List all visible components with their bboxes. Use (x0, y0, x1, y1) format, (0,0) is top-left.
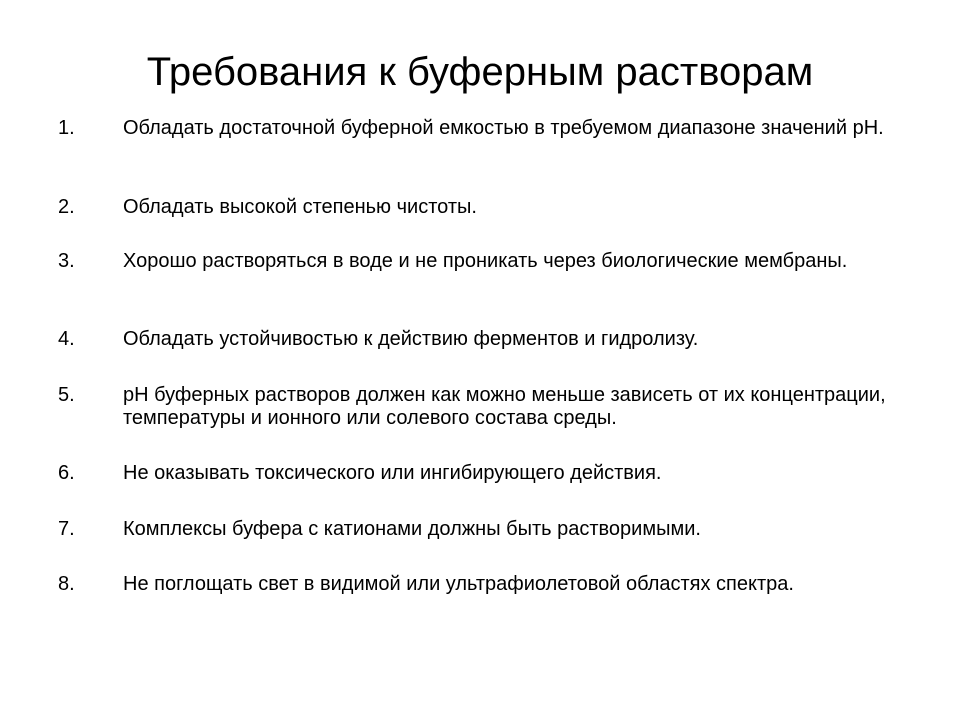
item-text: Обладать высокой степенью чистоты. (123, 196, 477, 218)
item-text: Не поглощать свет в видимой или ультрафиолетовой областях спектра. (123, 573, 794, 595)
item-number: 6. (58, 462, 75, 484)
item-number: 5. (58, 384, 75, 406)
item-text: Комплексы буфера с катионами должны быть растворимыми. (123, 518, 701, 540)
item-number: 3. (58, 250, 75, 272)
item-text: Хорошо растворяться в воде и не проникать через биологические мембраны. (123, 250, 848, 272)
item-number: 7. (58, 518, 75, 540)
item-number: 1. (58, 117, 75, 139)
item-text: рН буферных растворов должен как можно меньше зависеть от их концентрации, температуры и ионного или солевого состава среды. (123, 384, 886, 429)
item-text: Обладать устойчивостью к действию ферментов и гидролизу. (123, 328, 699, 350)
item-number: 8. (58, 573, 75, 595)
item-text: Не оказывать токсического или ингибирующего действия. (123, 462, 662, 484)
item-number: 2. (58, 196, 75, 218)
item-text: Обладать достаточной буферной емкостью в требуемом диапазоне значений рН. (123, 117, 884, 139)
item-number: 4. (58, 328, 75, 350)
slide-title: Требования к буферным растворам (146, 50, 814, 94)
